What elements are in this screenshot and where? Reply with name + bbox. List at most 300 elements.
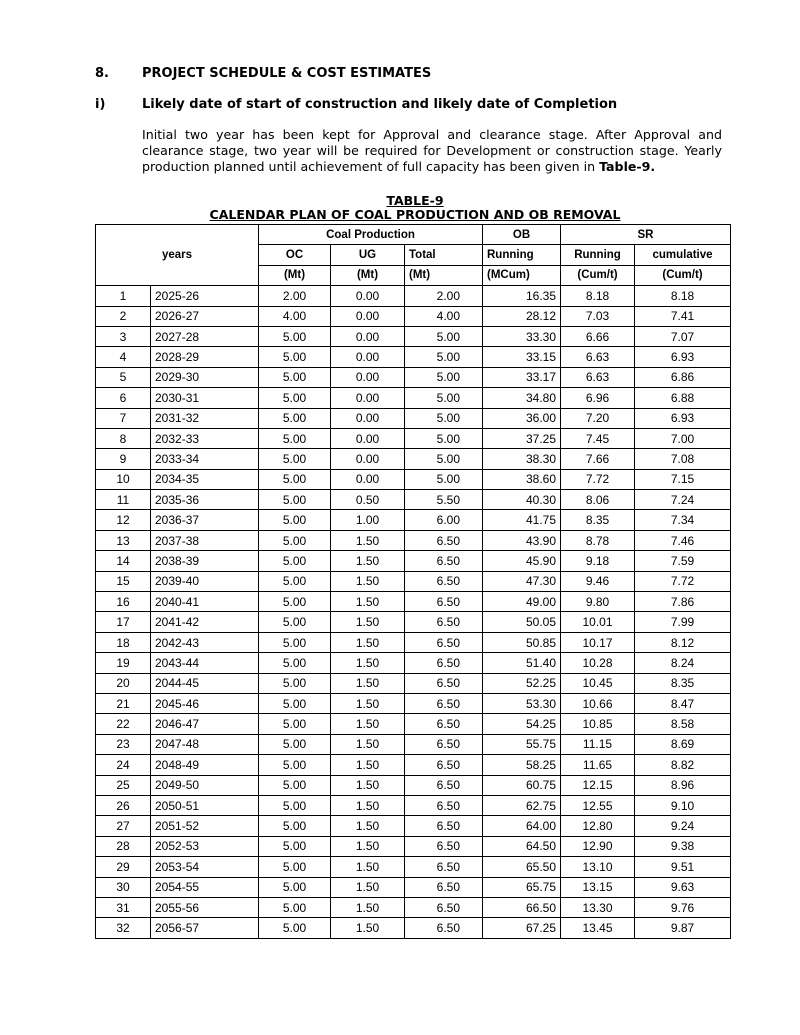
row-year: 2027-28 [151,326,259,346]
row-sr-cumulative: 8.58 [635,714,731,734]
row-year: 2053-54 [151,857,259,877]
row-sr-running: 9.18 [561,551,635,571]
row-sr-cumulative: 9.63 [635,877,731,897]
row-sr-running: 11.15 [561,734,635,754]
row-oc: 5.00 [259,510,331,530]
table-row [96,795,731,815]
row-ug: 0.50 [331,490,405,510]
row-oc: 5.00 [259,714,331,734]
body-paragraph [142,127,722,175]
row-ug: 1.50 [331,714,405,734]
row-ug: 1.50 [331,632,405,652]
table-row [96,918,731,938]
row-ug: 0.00 [331,428,405,448]
table-row [96,490,731,510]
row-sr-running: 10.45 [561,673,635,693]
row-ob-running: 55.75 [483,734,561,754]
row-year: 2041-42 [151,612,259,632]
row-ug: 1.50 [331,897,405,917]
row-ob-running: 64.50 [483,836,561,856]
row-sr-cumulative: 7.46 [635,530,731,550]
row-index: 2 [96,306,151,326]
row-total: 5.00 [405,367,483,387]
row-ug: 1.00 [331,510,405,530]
row-sr-running: 7.03 [561,306,635,326]
row-ug: 1.50 [331,673,405,693]
row-sr-cumulative: 7.08 [635,449,731,469]
row-ob-running: 37.25 [483,428,561,448]
row-sr-running: 6.63 [561,367,635,387]
row-total: 6.50 [405,653,483,673]
row-ug: 0.00 [331,469,405,489]
table-row [96,408,731,428]
row-year: 2045-46 [151,693,259,713]
table-reference: Table-9. [599,159,656,174]
row-index: 5 [96,367,151,387]
row-sr-cumulative: 7.99 [635,612,731,632]
row-ob-running: 65.50 [483,857,561,877]
row-year: 2055-56 [151,897,259,917]
row-index: 4 [96,347,151,367]
row-oc: 5.00 [259,897,331,917]
table-row [96,571,731,591]
row-ob-running: 33.17 [483,367,561,387]
row-oc: 5.00 [259,918,331,938]
row-sr-cumulative: 8.18 [635,286,731,306]
subsection-number: i) [95,97,106,112]
row-total: 5.00 [405,347,483,367]
row-total: 5.50 [405,490,483,510]
row-total: 6.50 [405,530,483,550]
row-index: 7 [96,408,151,428]
row-index: 15 [96,571,151,591]
row-ob-running: 45.90 [483,551,561,571]
row-total: 5.00 [405,449,483,469]
row-index: 1 [96,286,151,306]
row-total: 6.50 [405,775,483,795]
row-sr-running: 9.80 [561,592,635,612]
row-oc: 5.00 [259,592,331,612]
row-year: 2049-50 [151,775,259,795]
row-sr-running: 7.72 [561,469,635,489]
table-label: TABLE-9 [386,193,444,208]
row-index: 22 [96,714,151,734]
row-year: 2040-41 [151,592,259,612]
table-row [96,632,731,652]
row-ug: 0.00 [331,286,405,306]
row-total: 6.50 [405,897,483,917]
row-index: 24 [96,755,151,775]
row-index: 10 [96,469,151,489]
row-sr-cumulative: 9.10 [635,795,731,815]
row-sr-running: 8.78 [561,530,635,550]
row-total: 5.00 [405,408,483,428]
row-sr-running: 6.96 [561,388,635,408]
row-sr-running: 7.66 [561,449,635,469]
row-ob-running: 38.60 [483,469,561,489]
table-row [96,755,731,775]
row-ug: 1.50 [331,836,405,856]
row-oc: 5.00 [259,795,331,815]
row-oc: 5.00 [259,490,331,510]
row-ug: 1.50 [331,918,405,938]
paragraph-text: Initial two year has been kept for Approval and clearance stage. After Approval and clearance stage, two year will be required for Development or construction stage. Yearly production planned until achievement of full capacity has been given in [142,127,722,174]
row-total: 6.50 [405,592,483,612]
row-year: 2035-36 [151,490,259,510]
row-ob-running: 62.75 [483,795,561,815]
row-index: 27 [96,816,151,836]
row-sr-running: 10.66 [561,693,635,713]
row-index: 20 [96,673,151,693]
row-index: 17 [96,612,151,632]
row-sr-cumulative: 7.59 [635,551,731,571]
table-row [96,775,731,795]
row-sr-cumulative: 8.35 [635,673,731,693]
row-sr-running: 12.55 [561,795,635,815]
row-ob-running: 47.30 [483,571,561,591]
row-year: 2047-48 [151,734,259,754]
unit-sr-cumulative: (Cum/t) [635,265,731,285]
section-title: PROJECT SCHEDULE & COST ESTIMATES [142,66,432,81]
row-year: 2028-29 [151,347,259,367]
row-ug: 1.50 [331,530,405,550]
table-row [96,388,731,408]
unit-ob: (MCum) [483,265,561,285]
row-year: 2038-39 [151,551,259,571]
row-sr-cumulative: 8.69 [635,734,731,754]
row-ug: 0.00 [331,306,405,326]
row-index: 28 [96,836,151,856]
row-sr-cumulative: 7.72 [635,571,731,591]
row-year: 2048-49 [151,755,259,775]
row-ug: 0.00 [331,388,405,408]
row-oc: 5.00 [259,347,331,367]
row-ob-running: 49.00 [483,592,561,612]
row-sr-cumulative: 8.12 [635,632,731,652]
table-row [96,693,731,713]
row-sr-running: 9.46 [561,571,635,591]
table-row [96,449,731,469]
row-total: 6.50 [405,551,483,571]
table-body [96,286,731,939]
row-ob-running: 33.15 [483,347,561,367]
row-sr-cumulative: 9.87 [635,918,731,938]
row-oc: 5.00 [259,836,331,856]
row-ug: 1.50 [331,775,405,795]
row-sr-running: 10.01 [561,612,635,632]
row-index: 31 [96,897,151,917]
row-ob-running: 50.05 [483,612,561,632]
table-row [96,877,731,897]
row-ob-running: 38.30 [483,449,561,469]
row-ob-running: 52.25 [483,673,561,693]
row-total: 5.00 [405,388,483,408]
row-index: 18 [96,632,151,652]
row-total: 6.50 [405,836,483,856]
table-row [96,347,731,367]
row-sr-cumulative: 7.07 [635,326,731,346]
row-ug: 1.50 [331,795,405,815]
header-coal-production: Coal Production [259,225,483,245]
row-total: 6.50 [405,795,483,815]
row-ob-running: 36.00 [483,408,561,428]
row-oc: 5.00 [259,551,331,571]
table-row [96,510,731,530]
row-oc: 5.00 [259,816,331,836]
row-year: 2056-57 [151,918,259,938]
row-sr-running: 7.45 [561,428,635,448]
row-year: 2032-33 [151,428,259,448]
row-sr-cumulative: 8.24 [635,653,731,673]
row-sr-cumulative: 8.47 [635,693,731,713]
row-index: 14 [96,551,151,571]
row-ob-running: 64.00 [483,816,561,836]
row-ob-running: 33.30 [483,326,561,346]
row-year: 2034-35 [151,469,259,489]
row-year: 2025-26 [151,286,259,306]
row-sr-cumulative: 6.93 [635,347,731,367]
row-ug: 0.00 [331,367,405,387]
row-index: 21 [96,693,151,713]
row-oc: 5.00 [259,449,331,469]
row-sr-cumulative: 7.86 [635,592,731,612]
table-row [96,530,731,550]
row-index: 16 [96,592,151,612]
row-total: 6.50 [405,816,483,836]
row-ob-running: 54.25 [483,714,561,734]
row-ug: 1.50 [331,551,405,571]
row-sr-cumulative: 7.15 [635,469,731,489]
row-year: 2036-37 [151,510,259,530]
row-total: 5.00 [405,469,483,489]
row-ob-running: 43.90 [483,530,561,550]
row-total: 6.50 [405,673,483,693]
row-oc: 5.00 [259,673,331,693]
header-sr-cumulative: cumulative [635,245,731,265]
table-row [96,592,731,612]
row-index: 11 [96,490,151,510]
row-sr-cumulative: 7.24 [635,490,731,510]
table-row [96,857,731,877]
row-oc: 5.00 [259,388,331,408]
row-ug: 1.50 [331,857,405,877]
row-sr-running: 8.18 [561,286,635,306]
row-sr-cumulative: 7.34 [635,510,731,530]
row-index: 13 [96,530,151,550]
row-oc: 5.00 [259,877,331,897]
row-oc: 5.00 [259,408,331,428]
calendar-plan-table [95,224,731,939]
table-row [96,469,731,489]
row-oc: 5.00 [259,571,331,591]
row-sr-running: 6.63 [561,347,635,367]
row-total: 6.00 [405,510,483,530]
row-total: 6.50 [405,877,483,897]
row-ob-running: 16.35 [483,286,561,306]
row-sr-running: 12.90 [561,836,635,856]
row-ob-running: 34.80 [483,388,561,408]
unit-ug: (Mt) [331,265,405,285]
row-sr-cumulative: 7.00 [635,428,731,448]
row-sr-cumulative: 8.96 [635,775,731,795]
row-ug: 1.50 [331,816,405,836]
row-sr-running: 10.28 [561,653,635,673]
table-row [96,306,731,326]
row-total: 5.00 [405,428,483,448]
unit-sr-running: (Cum/t) [561,265,635,285]
row-sr-cumulative: 6.93 [635,408,731,428]
row-oc: 2.00 [259,286,331,306]
row-oc: 4.00 [259,306,331,326]
table-title: CALENDAR PLAN OF COAL PRODUCTION AND OB REMOVAL [209,207,621,222]
row-ob-running: 66.50 [483,897,561,917]
row-ob-running: 53.30 [483,693,561,713]
row-sr-running: 8.06 [561,490,635,510]
row-total: 6.50 [405,755,483,775]
row-index: 30 [96,877,151,897]
table-row [96,653,731,673]
unit-oc: (Mt) [259,265,331,285]
row-oc: 5.00 [259,612,331,632]
row-index: 29 [96,857,151,877]
row-year: 2046-47 [151,714,259,734]
row-ug: 1.50 [331,755,405,775]
row-ug: 0.00 [331,408,405,428]
row-total: 6.50 [405,857,483,877]
header-years: years [96,225,259,286]
row-total: 5.00 [405,326,483,346]
row-total: 6.50 [405,632,483,652]
row-index: 3 [96,326,151,346]
row-total: 6.50 [405,571,483,591]
row-sr-cumulative: 6.88 [635,388,731,408]
row-total: 6.50 [405,734,483,754]
row-year: 2030-31 [151,388,259,408]
row-ob-running: 51.40 [483,653,561,673]
header-ob: OB [483,225,561,245]
row-sr-running: 10.17 [561,632,635,652]
table-row [96,286,731,306]
row-total: 6.50 [405,714,483,734]
row-sr-running: 13.10 [561,857,635,877]
section-number: 8. [95,66,109,81]
table-row [96,367,731,387]
header-sr-running: Running [561,245,635,265]
subsection-title: Likely date of start of construction and likely date of Completion [142,97,618,112]
row-ug: 1.50 [331,592,405,612]
row-sr-cumulative: 7.41 [635,306,731,326]
row-ug: 1.50 [331,571,405,591]
row-year: 2026-27 [151,306,259,326]
row-sr-running: 13.45 [561,918,635,938]
header-oc: OC [259,245,331,265]
row-index: 32 [96,918,151,938]
row-total: 6.50 [405,612,483,632]
row-ug: 1.50 [331,612,405,632]
row-year: 2037-38 [151,530,259,550]
row-ob-running: 67.25 [483,918,561,938]
header-ug: UG [331,245,405,265]
table-row [96,326,731,346]
row-ug: 1.50 [331,877,405,897]
row-year: 2033-34 [151,449,259,469]
table-row [96,897,731,917]
row-index: 6 [96,388,151,408]
row-sr-running: 8.35 [561,510,635,530]
row-ug: 1.50 [331,734,405,754]
row-total: 4.00 [405,306,483,326]
row-sr-running: 7.20 [561,408,635,428]
row-sr-cumulative: 9.24 [635,816,731,836]
header-total: Total [405,245,483,265]
row-year: 2054-55 [151,877,259,897]
row-oc: 5.00 [259,428,331,448]
row-index: 26 [96,795,151,815]
row-ob-running: 28.12 [483,306,561,326]
row-oc: 5.00 [259,530,331,550]
row-oc: 5.00 [259,755,331,775]
unit-total: (Mt) [405,265,483,285]
row-sr-cumulative: 9.76 [635,897,731,917]
row-year: 2044-45 [151,673,259,693]
header-ob-running: Running [483,245,561,265]
row-oc: 5.00 [259,693,331,713]
row-year: 2043-44 [151,653,259,673]
table-row [96,816,731,836]
row-sr-running: 11.65 [561,755,635,775]
row-ob-running: 58.25 [483,755,561,775]
row-total: 2.00 [405,286,483,306]
row-total: 6.50 [405,918,483,938]
row-ob-running: 60.75 [483,775,561,795]
row-sr-cumulative: 6.86 [635,367,731,387]
row-index: 25 [96,775,151,795]
row-index: 12 [96,510,151,530]
row-ob-running: 40.30 [483,490,561,510]
row-ug: 1.50 [331,653,405,673]
row-sr-running: 10.85 [561,714,635,734]
row-sr-running: 6.66 [561,326,635,346]
row-oc: 5.00 [259,367,331,387]
row-ob-running: 50.85 [483,632,561,652]
row-oc: 5.00 [259,775,331,795]
row-oc: 5.00 [259,857,331,877]
row-index: 9 [96,449,151,469]
row-ob-running: 65.75 [483,877,561,897]
table-row [96,551,731,571]
row-year: 2042-43 [151,632,259,652]
row-year: 2052-53 [151,836,259,856]
row-sr-cumulative: 8.82 [635,755,731,775]
row-index: 19 [96,653,151,673]
row-index: 8 [96,428,151,448]
table-row [96,734,731,754]
row-sr-running: 12.15 [561,775,635,795]
row-year: 2050-51 [151,795,259,815]
table-row [96,612,731,632]
row-year: 2031-32 [151,408,259,428]
row-sr-running: 13.15 [561,877,635,897]
row-oc: 5.00 [259,469,331,489]
row-ob-running: 41.75 [483,510,561,530]
row-oc: 5.00 [259,734,331,754]
row-year: 2051-52 [151,816,259,836]
table-row [96,673,731,693]
row-oc: 5.00 [259,326,331,346]
row-index: 23 [96,734,151,754]
row-ug: 0.00 [331,326,405,346]
row-oc: 5.00 [259,632,331,652]
